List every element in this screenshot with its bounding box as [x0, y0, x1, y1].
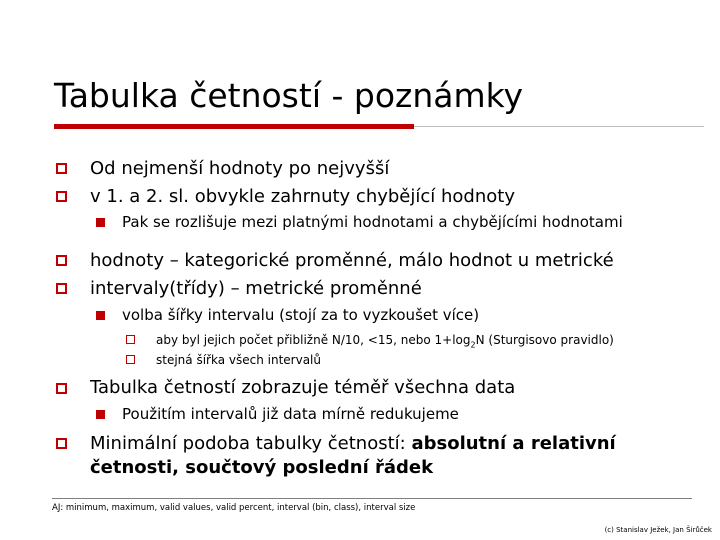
- bullet-item: [90, 432, 616, 456]
- square-bullet-icon: [56, 383, 67, 394]
- square-bullet-icon: [56, 283, 67, 294]
- bullet-item: Od nejmenší hodnoty po nejvyšší: [90, 158, 390, 179]
- square-bullet-icon: [126, 355, 135, 364]
- square-bullet-icon: [126, 335, 135, 344]
- footnote-divider: [52, 498, 692, 499]
- bullet-text-bold: absolutní a relativní: [411, 433, 616, 454]
- filled-square-bullet-icon: [96, 311, 105, 320]
- sub-bullet-item: Pak se rozlišuje mezi platnými hodnotami a chybějícími hodnotami: [122, 213, 623, 231]
- square-bullet-icon: [56, 191, 67, 202]
- sub-sub-bullet-item: stejná šířka všech intervalů: [156, 353, 321, 367]
- sub-bullet-item: volba šířky intervalu (stojí za to vyzkoušet více): [122, 306, 480, 324]
- sub-sub-bullet-item: [156, 332, 614, 348]
- bullet-item: v 1. a 2. sl. obvykle zahrnuty chybějící hodnoty: [90, 186, 515, 207]
- title-accent-bar: [54, 124, 414, 129]
- slide-title: Tabulka četností - poznámky: [54, 76, 524, 115]
- bullet-item: Tabulka četností zobrazuje téměř všechna data: [90, 377, 516, 398]
- filled-square-bullet-icon: [96, 218, 105, 227]
- filled-square-bullet-icon: [96, 410, 105, 419]
- footnote: AJ: minimum, maximum, valid values, valid percent, interval (bin, class), interval size: [52, 503, 416, 513]
- bullet-text-plain: Minimální podoba tabulky četností:: [90, 433, 412, 454]
- bullet-item: intervaly(třídy) – metrické proměnné: [90, 278, 422, 299]
- bullet-item: hodnoty – kategorické proměnné, málo hodnot u metrické: [90, 250, 614, 271]
- credit: (c) Stanislav Ježek, Jan Širůček: [604, 526, 712, 534]
- formula-text-rest: N (Sturgisovo pravidlo): [475, 333, 614, 347]
- bullet-item-continuation: četnosti, součtový poslední řádek: [90, 457, 434, 478]
- square-bullet-icon: [56, 438, 67, 449]
- log-base-subscript: 2: [470, 340, 476, 350]
- square-bullet-icon: [56, 255, 67, 266]
- sub-bullet-item: Použitím intervalů již data mírně redukujeme: [122, 405, 459, 423]
- square-bullet-icon: [56, 163, 67, 174]
- formula-text: aby byl jejich počet přibližně N/10, <15, nebo 1+log: [156, 333, 471, 347]
